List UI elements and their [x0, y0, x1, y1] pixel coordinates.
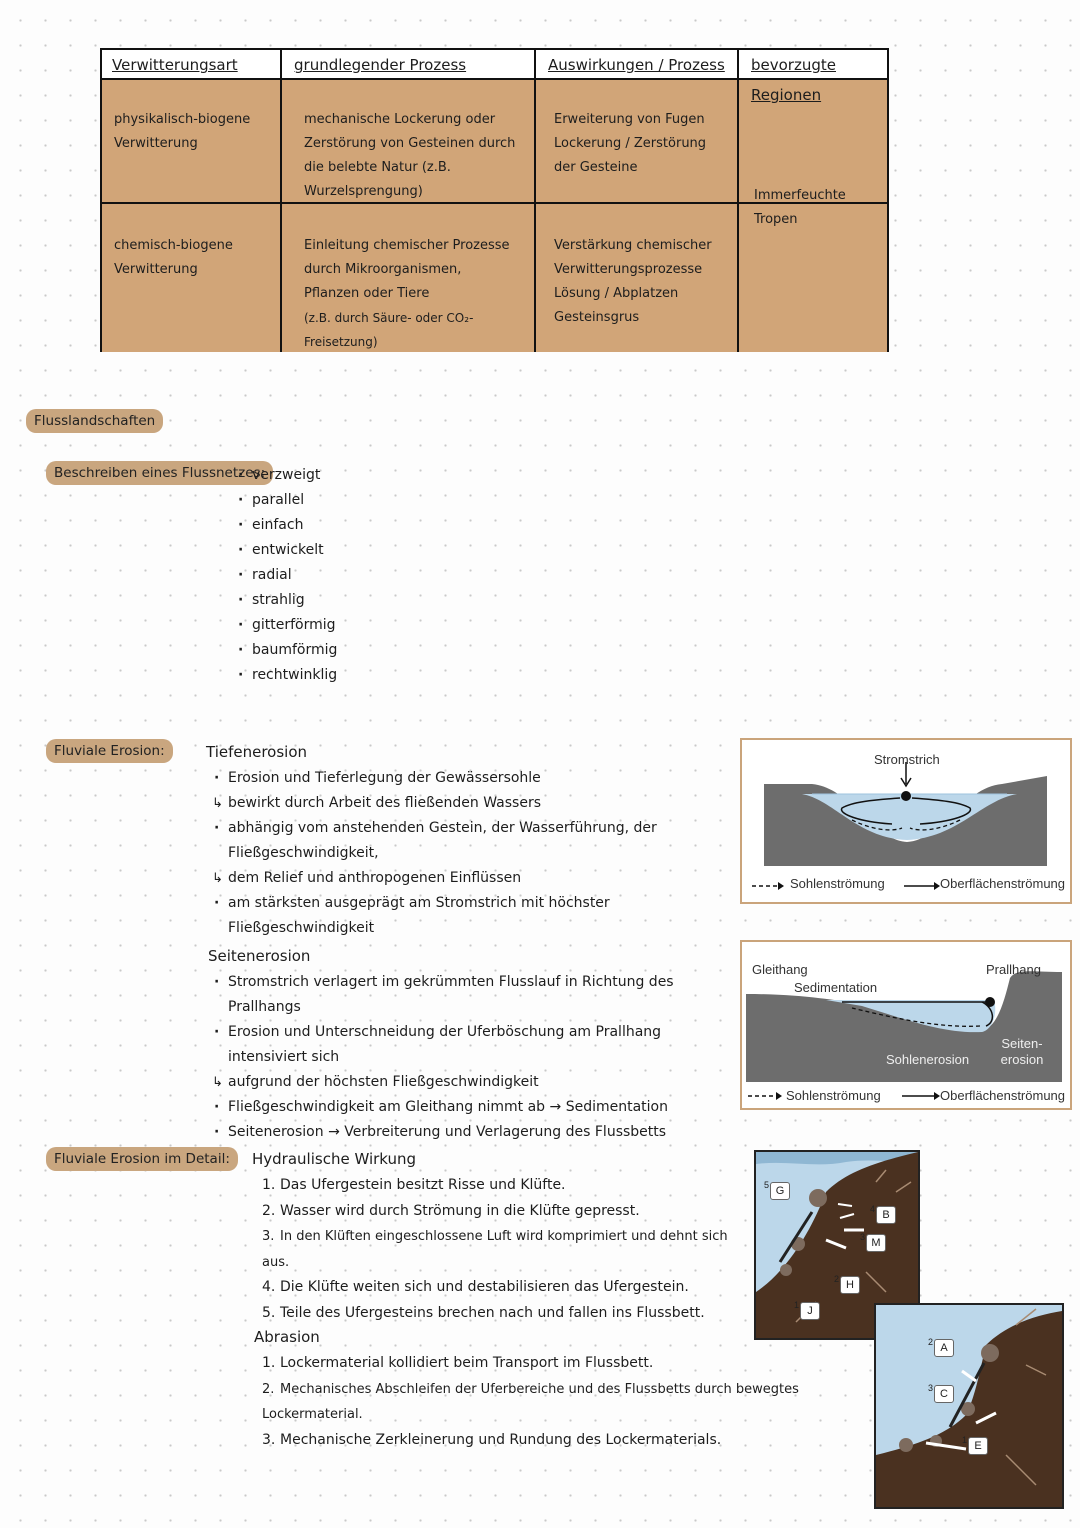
- table-header: Verwitterungsart: [112, 56, 238, 74]
- table-cell-type: physikalisch-biogene Verwitterung: [114, 112, 251, 151]
- table-divider: [737, 50, 739, 350]
- step-item: 3. Mechanische Zerkleinerung und Rundung des Lockermaterials.: [262, 1431, 722, 1448]
- list-item: · gitterförmig: [236, 613, 436, 638]
- table-header: grundlegender Prozess: [294, 56, 467, 74]
- table-divider: [280, 50, 282, 350]
- list-item: · verzweigt: [236, 463, 436, 488]
- list-item: · entwickelt: [236, 538, 436, 563]
- step-text: Lockermaterial kollidiert beim Transport im Flussbett.: [280, 1355, 654, 1371]
- step-item: 3. In den Klüften eingeschlossene Luft wird komprimiert und dehnt sich aus.: [262, 1229, 728, 1270]
- tiefenerosion-diagram: [740, 738, 1072, 904]
- step-item: 1. Das Ufergestein besitzt Risse und Klüfte.: [262, 1177, 566, 1193]
- list-item: · Stromstrich verlagert im gekrümmten Flusslauf in Richtung des Prallhangs: [212, 970, 732, 1020]
- badge-hydraulic: [870, 1204, 896, 1224]
- step-text: Das Ufergestein besitzt Risse und Klüfte.: [280, 1177, 566, 1193]
- badge-number: 1: [794, 1300, 800, 1310]
- flussnetz-list: [236, 463, 436, 688]
- badge-letter: H: [846, 1279, 854, 1291]
- arrow-head: [778, 882, 784, 890]
- badge-hydraulic: [860, 1232, 886, 1252]
- effect-item: Verstärkung chemischer Verwitterungsprozesse: [554, 238, 712, 277]
- table-cell-effects: [542, 234, 737, 330]
- label-stromstrich: Stromstrich: [874, 752, 940, 767]
- list-item: · strahlig: [236, 588, 436, 613]
- list-item: · baumförmig: [236, 638, 436, 663]
- badge-number: 2: [928, 1337, 934, 1347]
- list-item-continued: [212, 866, 732, 891]
- list-item: · radial: [236, 563, 436, 588]
- table-cell-type: chemisch-biogene Verwitterung: [114, 238, 233, 277]
- step-text: Wasser wird durch Strömung in die Klüfte gepresst.: [280, 1202, 640, 1219]
- abrasion-illustration: [874, 1303, 1064, 1509]
- badge-abrasion: [928, 1337, 954, 1357]
- list-item: · abhängig vom anstehenden Gestein, der Wasserführung, der Fließgeschwindigkeit,: [212, 816, 732, 866]
- list-item: · Erosion und Unterschneidung der Uferböschung am Prallhang intensiviert sich: [212, 1020, 732, 1070]
- step-item: 2. Wasser wird durch Strömung in die Klüfte gepresst.: [262, 1202, 640, 1219]
- table-header: Auswirkungen / Prozess: [548, 56, 725, 74]
- legend-oberflaechenstroemung: Oberflächenströmung: [940, 876, 1066, 891]
- list-item: · Erosion und Tieferlegung der Gewässersohle: [212, 766, 732, 791]
- list-item: · Fließgeschwindigkeit am Gleithang nimmt ab → Sedimentation: [212, 1095, 732, 1120]
- process-example: (z.B. durch Säure- oder CO₂-Freisetzung): [304, 311, 474, 349]
- list-item: · rechtwinklig: [236, 663, 436, 688]
- label-fluviale-erosion: Fluviale Erosion:: [46, 739, 173, 763]
- badge-letter: B: [882, 1209, 890, 1221]
- weathering-table: [100, 48, 889, 352]
- list-item: · am stärksten ausgeprägt am Stromstrich mit höchster Fließgeschwindigkeit: [212, 891, 732, 941]
- badge-hydraulic: [764, 1180, 790, 1200]
- step-text: Die Klüfte weiten sich und destabilisieren das Ufergestein.: [280, 1279, 689, 1295]
- legend-sohlenstroemung: Sohlenströmung: [786, 1088, 881, 1103]
- table-cell-region: Immerfeuchte Tropen: [754, 188, 846, 227]
- seitenerosion-title: Seitenerosion: [208, 947, 311, 965]
- step-text: In den Klüften eingeschlossene Luft wird komprimiert und dehnt sich aus.: [262, 1229, 728, 1270]
- table-cell-process: [292, 234, 532, 354]
- rock: [981, 1344, 999, 1362]
- section-tag-flusslandschaften: Flusslandschaften: [26, 409, 163, 433]
- step-item: 1. Lockermaterial kollidiert beim Transport im Flussbett.: [262, 1355, 654, 1371]
- effect-item: Erweiterung von Fugen: [554, 112, 705, 127]
- badge-hydraulic: [794, 1300, 820, 1320]
- table-cell-effects: [542, 108, 737, 180]
- step-item: 2. Mechanisches Abschleifen der Uferbereiche und des Flussbetts durch bewegtes Lockermaterial.: [262, 1381, 799, 1422]
- badge-abrasion: [962, 1435, 988, 1455]
- tiefenerosion-title: Tiefenerosion: [206, 743, 308, 761]
- step-item: 5. Teile des Ufergesteins brechen nach und fallen ins Flussbett.: [262, 1304, 705, 1321]
- badge-number: 3: [860, 1232, 866, 1242]
- label-sohlenerosion: Sohlenerosion: [886, 1052, 970, 1067]
- list-item-continued: [212, 1070, 732, 1095]
- table-divider: [534, 50, 536, 350]
- label-gleithang: Gleithang: [752, 962, 808, 977]
- table-cell-process: mechanische Lockerung oder Zerstörung von Gesteinen durch die belebte Natur (z.B. Wurzelsprengung): [304, 112, 516, 199]
- legend-sohlenstroemung: Sohlenströmung: [790, 876, 885, 891]
- list-item: ↳ bewirkt durch Arbeit des fließenden Wassers: [212, 791, 732, 816]
- label-sedimentation: Sedimentation: [794, 980, 878, 995]
- badge-hydraulic: [834, 1274, 860, 1294]
- seitenerosion-diagram: [740, 940, 1072, 1110]
- hydraulic-steps: [262, 1173, 752, 1326]
- badge-number: 2: [834, 1274, 840, 1284]
- step-text: Mechanisches Abschleifen der Uferbereiche und des Flussbetts durch bewegtes Lockermaterial.: [262, 1381, 799, 1422]
- badge-number: 1: [962, 1435, 968, 1445]
- rock: [809, 1189, 827, 1207]
- label-erosion-detail: Fluviale Erosion im Detail:: [46, 1147, 238, 1171]
- badge-number: 4: [870, 1204, 876, 1214]
- label-prallhang: Prallhang: [986, 962, 1041, 977]
- effect-item: Lösung / Abplatzen: [554, 286, 679, 301]
- badge-letter: E: [974, 1440, 982, 1452]
- arrow-head: [776, 1092, 782, 1100]
- abrasion-steps: [262, 1351, 872, 1453]
- legend-oberflaechenstroemung: Oberflächenströmung: [940, 1088, 1066, 1103]
- abrasion-scene: [876, 1305, 1062, 1507]
- list-item: · Seitenerosion → Verbreiterung und Verlagerung des Flussbetts: [212, 1120, 732, 1145]
- list-item: · einfach: [236, 513, 436, 538]
- continued-text: dem Relief und anthropogenen Einflüssen: [228, 870, 522, 886]
- badge-number: 5: [764, 1180, 770, 1190]
- seitenerosion-list: [212, 970, 732, 1145]
- label-seitenerosion: Seiten-erosion: [1000, 1036, 1044, 1067]
- effect-item: Lockerung / Zerstörung der Gesteine: [554, 136, 707, 175]
- badge-letter: J: [807, 1305, 813, 1317]
- step-text: Mechanische Zerkleinerung und Rundung des Lockermaterials.: [280, 1431, 722, 1448]
- step-text: Teile des Ufergesteins brechen nach und fallen ins Flussbett.: [280, 1304, 705, 1321]
- abrasion-title: Abrasion: [254, 1328, 320, 1346]
- table-header: bevorzugte Regionen: [751, 56, 836, 104]
- stromstrich-point: [901, 791, 911, 801]
- badge-abrasion: [928, 1383, 954, 1403]
- hydraulic-title: Hydraulische Wirkung: [252, 1150, 417, 1168]
- badge-number: 3: [928, 1383, 934, 1393]
- tiefenerosion-list: [212, 766, 732, 941]
- rock: [780, 1264, 792, 1276]
- label-flussnetz: Beschreiben eines Flussnetzes:: [46, 461, 273, 485]
- badge-letter: M: [871, 1237, 881, 1249]
- rock: [899, 1438, 913, 1452]
- list-item: · parallel: [236, 488, 436, 513]
- continued-text: aufgrund der höchsten Fließgeschwindigkeit: [228, 1074, 539, 1090]
- process-text: Einleitung chemischer Prozesse durch Mikroorganismen, Pflanzen oder Tiere: [304, 238, 510, 301]
- badge-letter: G: [775, 1185, 785, 1197]
- badge-letter: A: [940, 1342, 948, 1354]
- badge-letter: C: [940, 1388, 948, 1400]
- effect-item: Gesteinsgrus: [554, 310, 640, 325]
- step-item: 4. Die Klüfte weiten sich und destabilisieren das Ufergestein.: [262, 1279, 689, 1295]
